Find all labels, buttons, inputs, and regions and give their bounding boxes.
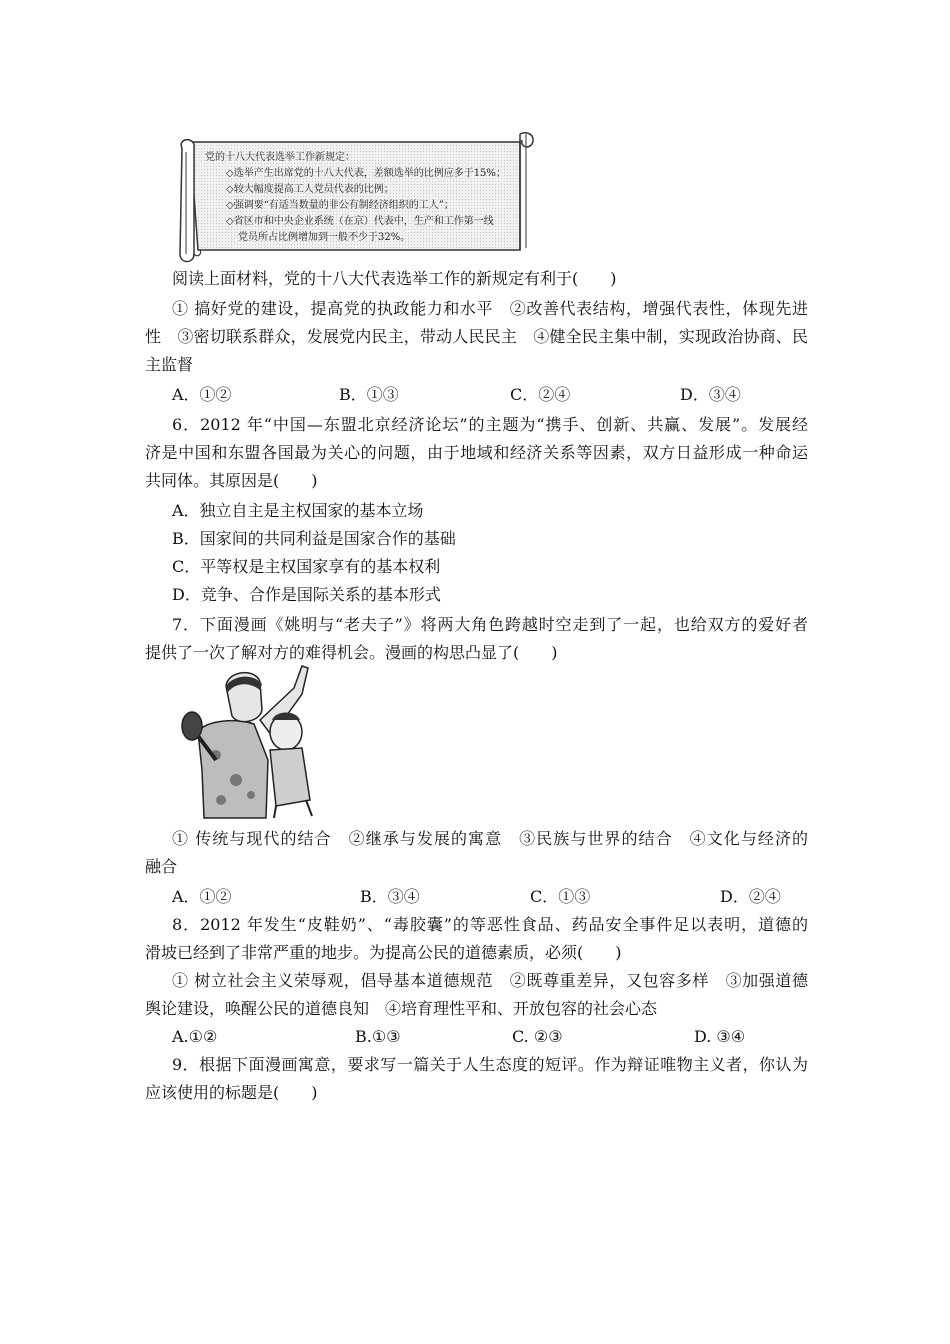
q8-stem: 滑坡已经到了非常严重的地步。为提高公民的道德素质，必须( ) [145, 943, 622, 962]
q7-statement: 融合 [145, 857, 178, 876]
q5-statement: ① 搞好党的建设，提高党的执政能力和水平 ②改善代表结构，增强代表性，体现先进 [172, 299, 808, 318]
scroll-title: 党的十八大代表选举工作新规定： [205, 152, 355, 163]
q5-option-a: A．①② [172, 385, 232, 404]
q7-option-d: D．②④ [720, 887, 781, 906]
q8-option-c: C. ②③ [512, 1027, 563, 1046]
q6-option-a: A．独立自主是主权国家的基本立场 [172, 501, 424, 520]
cartoon-figures-icon [176, 660, 326, 820]
scroll-item: ◇强调要“有适当数量的非公有制经济组织的工人”； [226, 200, 454, 211]
q7-option-b: B．③④ [360, 887, 420, 906]
q8-option-a: A.①② [172, 1027, 218, 1046]
q7-statement: ① 传统与现代的结合 ②继承与发展的寓意 ③民族与世界的结合 ④文化与经济的 [172, 829, 808, 848]
scroll-item: ◇省区市和中央企业系统（在京）代表中，生产和工作第一线 [226, 216, 494, 227]
q7-stem: 提供了一次了解对方的难得机会。漫画的构思凸显了( ) [145, 643, 558, 662]
q8-option-d: D. ③④ [694, 1027, 746, 1046]
q6-stem: 济是中国和东盟各国最为关心的问题，由于地域和经济关系等因素，双方日益形成一种命运 [145, 443, 808, 462]
q6-option-c: C．平等权是主权国家享有的基本权利 [172, 557, 441, 576]
q7-stem: 7．下面漫画《姚明与“老夫子”》将两大角色跨越时空走到了一起，也给双方的爱好者 [172, 615, 808, 634]
q9-stem: 9．根据下面漫画寓意，要求写一篇关于人生态度的短评。作为辩证唯物主义者，你认为 [172, 1055, 808, 1074]
q7-option-a: A．①② [172, 887, 232, 906]
q7-option-c: C．①③ [530, 887, 591, 906]
cartoon-illustration [176, 660, 326, 820]
q8-statement: 舆论建设，唤醒公民的道德良知 ④培育理性平和、开放包容的社会心态 [145, 999, 658, 1018]
q5-statement: 主监督 [145, 355, 194, 374]
scroll-item: ◇选举产生出席党的十八大代表，差额选举的比例应多于15%； [226, 168, 506, 179]
q9-stem: 应该使用的标题是( ) [145, 1083, 318, 1102]
q8-statement: ① 树立社会主义荣辱观，倡导基本道德规范 ②既尊重差异，又包容多样 ③加强道德 [172, 971, 808, 990]
q5-option-c: C．②④ [510, 385, 571, 404]
scroll-item: 党员所占比例增加到一般不少于32%。 [238, 232, 411, 243]
q6-option-b: B．国家间的共同利益是国家合作的基础 [172, 529, 456, 548]
q8-option-b: B.①③ [355, 1027, 401, 1046]
q5-option-d: D．③④ [680, 385, 741, 404]
q5-option-b: B．①③ [339, 385, 399, 404]
q6-stem: 共同体。其原因是( ) [145, 471, 318, 490]
q8-stem: 8．2012 年发生“皮鞋奶”、“毒胶囊”的等恶性食品、药品安全事件足以表明，道德的 [172, 915, 808, 934]
scroll-item: ◇较大幅度提高工人党员代表的比例； [226, 184, 394, 195]
q6-stem: 6．2012 年“中国—东盟北京经济论坛”的主题为“携手、创新、共赢、发展”。发展经 [172, 415, 808, 434]
q5-statement: 性 ③密切联系群众，发展党内民主，带动人民民主 ④健全民主集中制，实现政治协商、民 [145, 327, 808, 346]
q6-option-d: D．竞争、合作是国际关系的基本形式 [172, 585, 441, 604]
q5-stem: 阅读上面材料，党的十八大代表选举工作的新规定有利于( ) [172, 269, 617, 288]
